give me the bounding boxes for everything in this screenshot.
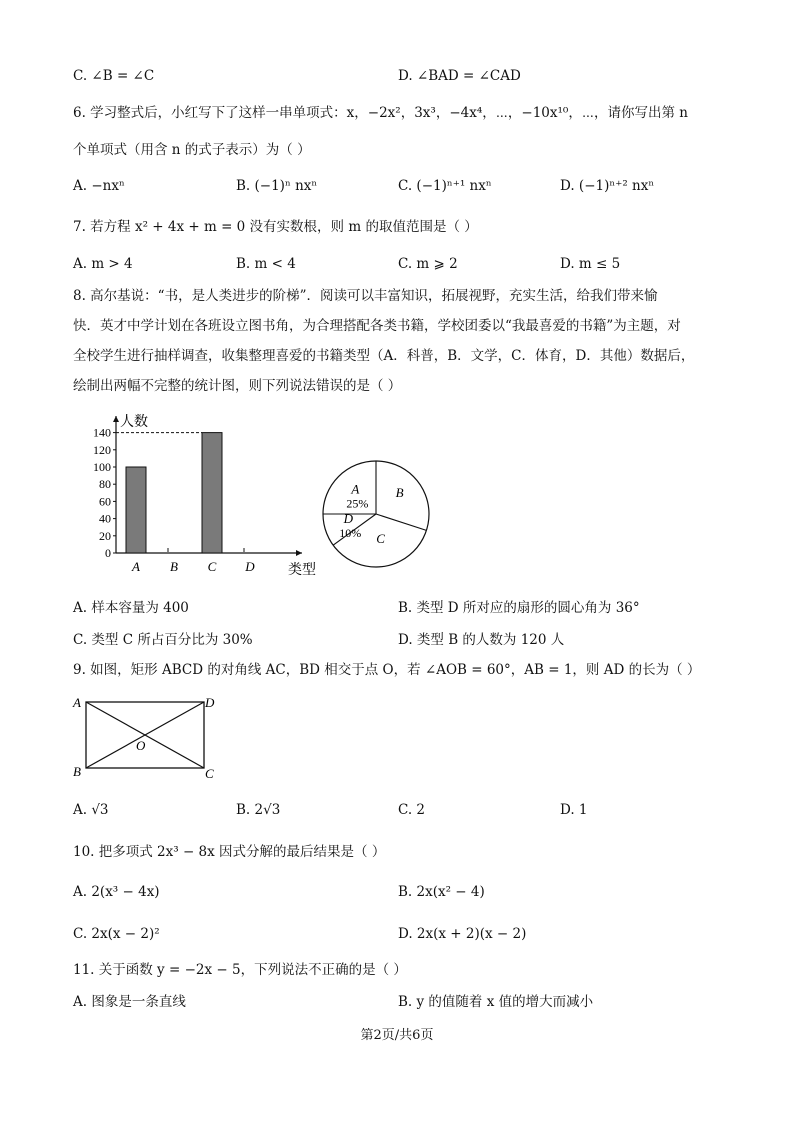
pie-percent-D: 10% <box>339 526 362 541</box>
pie-label-A: A <box>351 481 360 497</box>
y-tick-label-20: 20 <box>99 528 111 543</box>
pie-chart <box>318 458 438 578</box>
q5-option-d: D. ∠BAD = ∠CAD <box>398 68 521 84</box>
pie-label-C: C <box>376 530 385 546</box>
bar-C <box>202 433 222 553</box>
q8-option-d: D. 类型 B 的人数为 120 人 <box>398 632 565 648</box>
pie-percent-A: 25% <box>346 496 369 511</box>
q8-stem-line2: 快．英才中学计划在各班设立图书角，为合理搭配各类书籍，学校团委以“我最喜爱的书籍”为主题，对 <box>73 318 681 334</box>
label-d: D <box>205 695 215 710</box>
y-axis-arrow <box>113 416 119 422</box>
pie-label-B: B <box>395 484 404 500</box>
q7-option-a: A. m > 4 <box>73 256 133 272</box>
bar-chart <box>80 408 320 578</box>
q7-stem: 7. 若方程 x² + 4x + m = 0 没有实数根，则 m 的取值范围是（ ） <box>73 219 478 235</box>
q7-option-c: C. m ⩾ 2 <box>398 256 458 272</box>
q7-option-b: B. m < 4 <box>236 256 296 272</box>
y-tick-label-40: 40 <box>99 511 111 526</box>
q9-option-b: B. 2√3 <box>236 802 281 818</box>
x-axis-arrow <box>296 550 302 556</box>
label-a: A <box>73 695 81 710</box>
q11-option-a: A. 图象是一条直线 <box>73 994 186 1010</box>
y-tick-label-100: 100 <box>93 460 111 474</box>
q7-option-d: D. m ≤ 5 <box>560 256 621 272</box>
q11-option-b: B. y 的值随着 x 值的增大而减小 <box>398 994 594 1010</box>
y-tick-label-0: 0 <box>105 546 111 560</box>
q6-stem-line1: 6. 学习整式后，小红写下了这样一串单项式：x，−2x²，3x³，−4x⁴，⋯，−10x¹⁰，⋯，请你写出第 n <box>73 105 688 121</box>
q6-option-b: B. (−1)ⁿ nxⁿ <box>236 178 318 194</box>
q10-stem: 10. 把多项式 2x³ − 8x 因式分解的最后结果是（ ） <box>73 844 386 860</box>
q5-option-c: C. ∠B = ∠C <box>73 68 155 84</box>
q8-option-a: A. 样本容量为 400 <box>73 600 189 616</box>
q9-option-d: D. 1 <box>560 802 588 818</box>
q8-stem-line4: 绘制出两幅不完整的统计图，则下列说法错误的是（ ） <box>73 378 402 394</box>
bar-A <box>126 467 146 553</box>
y-tick-label-60: 60 <box>99 494 111 509</box>
pie-label-D: D <box>343 511 353 527</box>
x-axis-label: 类型 <box>288 563 316 578</box>
q8-stem-line1: 8. 高尔基说：“书，是人类进步的阶梯”．阅读可以丰富知识，拓展视野，充实生活，给我们带来愉 <box>73 288 658 304</box>
q10-option-d: D. 2x(x + 2)(x − 2) <box>398 926 527 942</box>
rectangle-figure <box>70 692 220 782</box>
label-c: C <box>205 766 214 781</box>
q8-option-c: C. 类型 C 所占百分比为 30% <box>73 632 253 648</box>
y-tick-label-80: 80 <box>99 477 111 492</box>
x-tick-label-B: B <box>170 559 178 574</box>
x-tick-label-A: A <box>132 559 140 574</box>
x-tick-label-D: D <box>245 559 255 574</box>
q10-option-a: A. 2(x³ − 4x) <box>73 884 160 900</box>
x-tick-label-C: C <box>207 559 217 574</box>
page-number: 第2页/共6页 <box>360 1028 434 1043</box>
q6-option-d: D. (−1)ⁿ⁺² nxⁿ <box>560 178 655 194</box>
q9-stem: 9. 如图，矩形 ABCD 的对角线 AC，BD 相交于点 O，若 ∠AOB = 60°，AB = 1，则 AD 的长为（ ） <box>73 662 701 678</box>
q11-stem: 11. 关于函数 y = −2x − 5，下列说法不正确的是（ ） <box>73 962 407 978</box>
q10-option-b: B. 2x(x² − 4) <box>398 884 485 900</box>
q6-stem-line2: 个单项式（用含 n 的式子表示）为（ ） <box>73 142 311 158</box>
q6-option-c: C. (−1)ⁿ⁺¹ nxⁿ <box>398 178 492 194</box>
label-b: B <box>73 764 81 779</box>
label-o: O <box>136 738 146 753</box>
y-tick-label-140: 140 <box>93 425 111 440</box>
q6-option-a: A. −nxⁿ <box>73 178 125 194</box>
y-tick-label-120: 120 <box>93 442 111 457</box>
q10-option-c: C. 2x(x − 2)² <box>73 926 160 942</box>
q9-option-c: C. 2 <box>398 802 426 818</box>
q9-option-a: A. √3 <box>73 802 109 818</box>
q8-stem-line3: 全校学生进行抽样调查，收集整理喜爱的书籍类型（A．科普，B．文学，C．体育，D．其他）数据后， <box>73 348 695 364</box>
q8-option-b: B. 类型 D 所对应的扇形的圆心角为 36° <box>398 600 640 616</box>
y-axis-label: 人数 <box>120 415 148 430</box>
